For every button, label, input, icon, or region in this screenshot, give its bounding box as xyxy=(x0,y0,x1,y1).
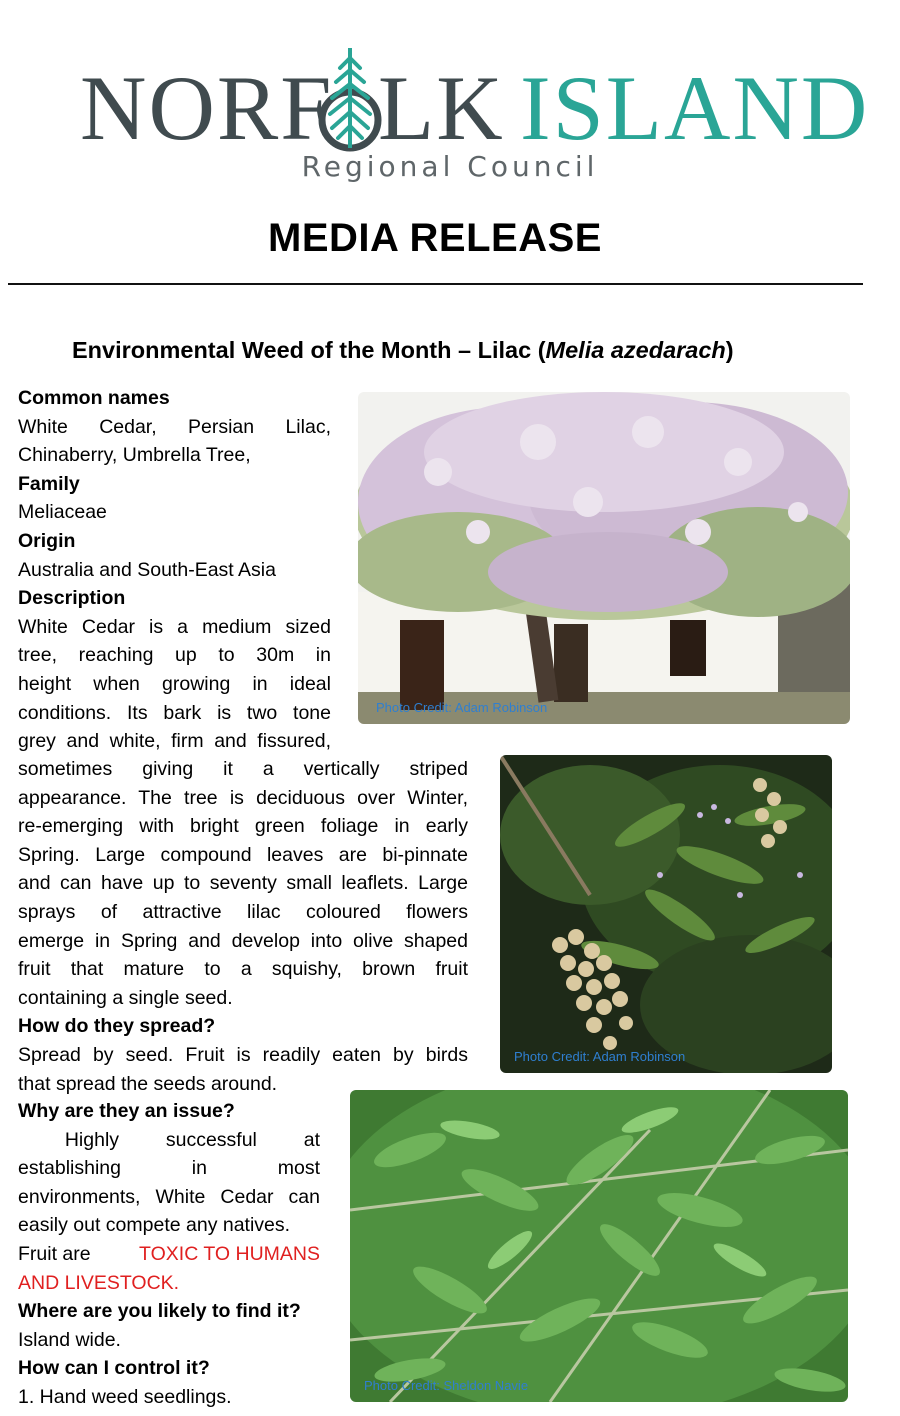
issue-line: Highly successful at xyxy=(18,1128,320,1151)
logo-text-island: ISLAND xyxy=(520,57,870,159)
media-release-title: MEDIA RELEASE xyxy=(268,216,602,260)
text-block-top xyxy=(18,384,331,756)
issue-line: establishing in most xyxy=(18,1157,320,1180)
toxic-warning: AND LIVESTOCK. xyxy=(18,1271,180,1294)
control-label: How can I control it? xyxy=(18,1357,210,1380)
logo-text-norf: NORF xyxy=(80,57,334,159)
common-names-line: White Cedar, Persian Lilac, xyxy=(18,415,331,438)
description-line: sprays of attractive lilac coloured flowers xyxy=(18,900,468,923)
issue-line: easily out compete any natives. xyxy=(18,1214,291,1237)
spread-label: How do they spread? xyxy=(18,1015,216,1038)
description-line: White Cedar is a medium sized xyxy=(18,615,331,638)
leaves-photo xyxy=(350,1090,848,1402)
description-line: height when growing in ideal xyxy=(18,672,331,695)
issue-fruit-prefix: Fruit are xyxy=(18,1242,91,1265)
description-line: conditions. Its bark is two tone xyxy=(18,701,331,724)
heading-suffix: ) xyxy=(725,337,734,363)
family-label: Family xyxy=(18,472,80,495)
issue-line: environments, White Cedar can xyxy=(18,1185,320,1208)
description-line: fruit that mature to a squishy, brown fruit xyxy=(18,958,468,981)
description-label: Description xyxy=(18,587,126,610)
spread-line: that spread the seeds around. xyxy=(18,1072,278,1095)
logo-text-lk: LK xyxy=(378,57,505,159)
article-heading xyxy=(72,337,872,364)
control-step: 1. Hand weed seedlings. xyxy=(18,1385,232,1408)
description-line: tree, reaching up to 30m in xyxy=(18,644,331,667)
description-line: appearance. The tree is deciduous over Winter, xyxy=(18,786,468,809)
fruit-photo xyxy=(500,755,832,1073)
toxic-warning: TOXIC TO HUMANS xyxy=(139,1242,320,1265)
description-line: Spring. Large compound leaves are bi-pinnate xyxy=(18,843,468,866)
divider xyxy=(8,283,863,285)
heading-species: Melia azedarach xyxy=(545,337,726,363)
origin-label: Origin xyxy=(18,529,76,552)
spread-line: Spread by seed. Fruit is readily eaten by birds xyxy=(18,1043,468,1066)
origin-value: Australia and South-East Asia xyxy=(18,558,276,581)
find-value: Island wide. xyxy=(18,1328,121,1351)
fruit-illustration xyxy=(500,755,832,1073)
find-label: Where are you likely to find it? xyxy=(18,1300,301,1323)
heading-prefix: Environmental Weed of the Month – Lilac ( xyxy=(72,337,546,363)
pine-tree-icon xyxy=(318,44,382,154)
description-line: emerge in Spring and develop into olive shaped xyxy=(18,929,468,952)
tree-illustration xyxy=(358,392,850,724)
description-line: containing a single seed. xyxy=(18,986,233,1009)
leaves-illustration xyxy=(350,1090,848,1402)
issue-label: Why are they an issue? xyxy=(18,1100,235,1122)
photo-credit: Photo Credit: Adam Robinson xyxy=(514,1049,686,1064)
description-line: and can have up to seventy small leaflets. Large xyxy=(18,872,468,895)
logo-subtitle: Regional Council xyxy=(301,150,599,183)
description-line: re-emerging with bright green foliage in early xyxy=(18,815,468,838)
description-line: sometimes giving it a vertically striped xyxy=(18,758,468,780)
family-value: Meliaceae xyxy=(18,501,107,524)
text-block-middle xyxy=(18,755,468,1098)
common-names-label: Common names xyxy=(18,387,170,409)
text-block-bottom xyxy=(18,1097,320,1412)
tree-photo xyxy=(358,392,850,724)
description-line: grey and white, firm and fissured, xyxy=(18,730,331,753)
common-names-line: Chinaberry, Umbrella Tree, xyxy=(18,444,251,467)
photo-credit: Photo Credit: Adam Robinson xyxy=(376,700,548,715)
photo-credit: Photo Credit: Sheldon Navie xyxy=(364,1378,529,1393)
toxic-warning-line xyxy=(18,1240,320,1269)
